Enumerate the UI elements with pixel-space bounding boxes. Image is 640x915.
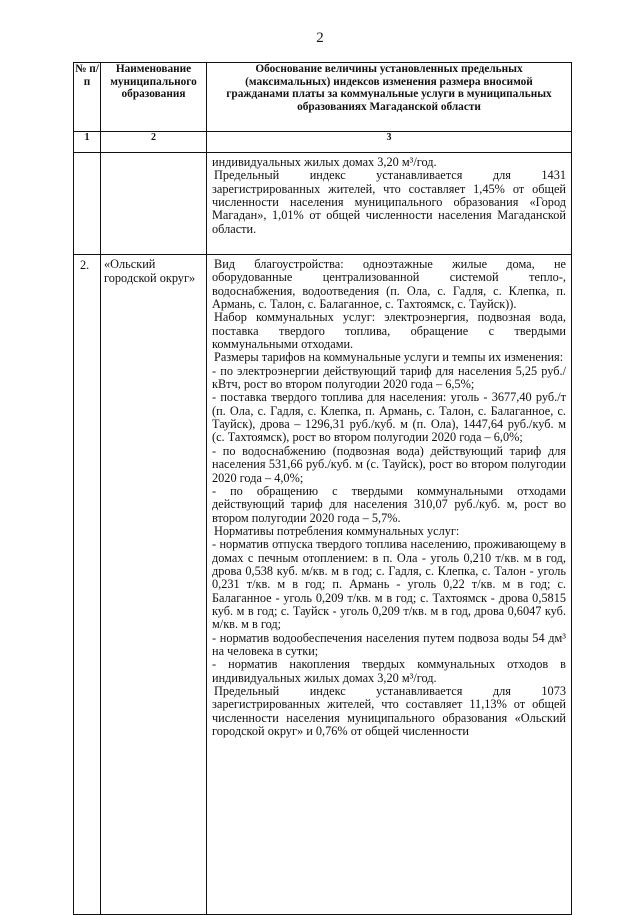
paragraph: Предельный индекс устанавливается для 1073 зарегистрированных жителей, что составляет 11,13% от общей численности населения муниципального образования «Ольский городской округ» и 0,76% от общей численности xyxy=(212,684,566,739)
page-number: 2 xyxy=(316,30,324,46)
header-municipality: Наименование муниципального образования xyxy=(101,63,207,132)
justification-text xyxy=(207,255,572,915)
row-number: 2. xyxy=(74,255,101,915)
column-number: 1 xyxy=(74,132,101,153)
paragraph: - норматив накопления твердых коммунальных отходов в индивидуальных жилых домах 3,20 м³/год. xyxy=(212,657,566,685)
paragraph: - норматив водообеспечения населения путем подвоза воды 54 дм³ на человека в сутки; xyxy=(212,630,566,658)
paragraph: - по обращению с твердыми коммунальными отходами действующий тариф для населения 310,07 руб./куб. м, рост во втором полугодии 2020 года – 5,7%. xyxy=(212,483,566,525)
paragraph: Размеры тарифов на коммунальные услуги и темпы их изменения: xyxy=(214,350,564,365)
municipality-name xyxy=(101,153,207,255)
header-num: № п/п xyxy=(74,63,101,132)
table-header-row xyxy=(74,63,572,132)
paragraph: индивидуальных жилых домах 3,20 м³/год. xyxy=(212,155,437,169)
column-numbers-row xyxy=(74,132,572,153)
indices-table xyxy=(73,62,572,915)
paragraph: - поставка твердого топлива для населения: уголь - 3677,40 руб./т (п. Ола, с. Гадля, с. Клепка, п. Армань, с. Талон, с. Балаганное, с. Тауйск), дрова – 1296,31 руб./куб. м (п. Ола), 1447,64 руб./куб. м (с. Тахтоямск), рост во втором полугодии 2020 года – 6,0%; xyxy=(212,390,566,445)
paragraph: - по электроэнергии действующий тариф для населения 5,25 руб./кВтч, рост во втором полугодии 2020 года – 6,5%; xyxy=(212,363,566,392)
paragraph: - норматив отпуска твердого топлива населению, проживающему в домах с печным отоплением: в п. Ола - уголь 0,210 т/кв. м в год, дрова 0,538 куб. м/кв. м в год; с. Гадля, с. Клепка, с. Талон - уголь 0,231 т/кв. м в год; п. Армань - уголь 0,22 т/кв. м в год; с. Балаганное - уголь 0,209 т/кв. м в год; с. Тахтоямск - дрова 0,5815 куб. м в год; с. Тауйск - уголь 0,209 т/кв. м в год, дрова 0,6047 куб. м/кв. м в год; xyxy=(212,537,566,632)
paragraph: Вид благоустройства: одноэтажные жилые дома, не оборудованные централизованной системой тепло-, водоснабжения, водоотведения (п. Ола, с. Гадля, с. Клепка, п. Армань, с. Талон, с. Балаганное, с. Тахтоямск, с. Тауйск)). xyxy=(212,257,566,312)
paragraph: Набор коммунальных услуг: электроэнергия, подвозная вода, поставка твердого топлива, обращение с твердыми коммунальными отходами. xyxy=(212,310,566,352)
justification-text xyxy=(207,153,572,255)
paragraph: - по водоснабжению (подвозная вода) действующий тариф для населения 531,66 руб./куб. м (с. Тауйск), рост во втором полугодии 2020 года – 4,0%; xyxy=(212,443,566,485)
header-justification: Обоснование величины установленных предельных (максимальных) индексов изменения размера вносимой гражданами платы за коммунальные услуги в муниципальных образованиях Магаданской области xyxy=(207,63,572,132)
table-row xyxy=(74,255,572,915)
column-number: 2 xyxy=(101,132,207,153)
row-number xyxy=(74,153,101,255)
column-number: 3 xyxy=(207,132,572,153)
paragraph: Нормативы потребления коммунальных услуг: xyxy=(214,523,460,538)
paragraph: Предельный индекс устанавливается для 1431 зарегистрированных жителей, что составляет 1,45% от общей численности населения муниципального образования «Город Магадан», 1,01% от общей численности населения Магаданской области. xyxy=(212,168,566,236)
municipality-name: «Ольский городской округ» xyxy=(101,255,207,915)
table-row xyxy=(74,153,572,255)
